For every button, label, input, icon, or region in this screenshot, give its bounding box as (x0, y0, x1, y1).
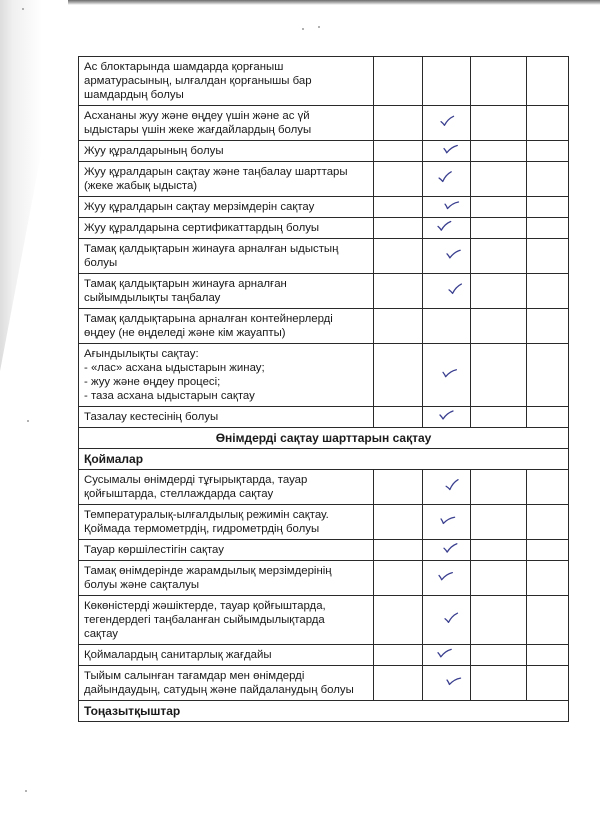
scan-speck (25, 790, 27, 792)
checkmark-icon (438, 114, 455, 128)
mark-cell-1[interactable] (374, 540, 423, 561)
mark-cell-3[interactable] (471, 666, 527, 701)
checkmark-icon (435, 219, 452, 232)
checklist-row (79, 645, 569, 666)
checkmark-icon (438, 409, 454, 421)
section-header-row (79, 428, 569, 449)
mark-cell-1[interactable] (374, 645, 423, 666)
mark-cell-4[interactable] (527, 309, 569, 344)
mark-cell-3[interactable] (471, 162, 527, 197)
mark-cell-4[interactable] (527, 197, 569, 218)
checkmark-icon (442, 198, 460, 212)
mark-cell-1[interactable] (374, 218, 423, 239)
criterion-text: Көкөністерді жәшіктерде, тауар қойғыштарда, тегендердегі таңбаланған сыйымдылықтарда сақтау (79, 596, 374, 645)
mark-cell-4[interactable] (527, 141, 569, 162)
criterion-text: Тамақ өнімдерінде жарамдылық мерзімдерінің болуы және сақталуы (79, 561, 374, 596)
subsection-title: Тоңазытқыштар (79, 701, 569, 722)
mark-cell-3[interactable] (471, 309, 527, 344)
subsection-title: Қоймалар (79, 449, 569, 470)
checkmark-icon (441, 542, 457, 555)
mark-cell-1[interactable] (374, 666, 423, 701)
mark-cell-2[interactable] (423, 197, 471, 218)
criterion-text: Тамақ қалдықтарын жинауға арналған сыйымдылықты таңбалау (79, 274, 374, 309)
scan-speck (22, 8, 24, 10)
scan-speck (27, 420, 29, 422)
mark-cell-4[interactable] (527, 239, 569, 274)
mark-cell-4[interactable] (527, 561, 569, 596)
mark-cell-3[interactable] (471, 645, 527, 666)
mark-cell-2[interactable] (423, 274, 471, 309)
mark-cell-4[interactable] (527, 344, 569, 407)
mark-cell-1[interactable] (374, 561, 423, 596)
mark-cell-3[interactable] (471, 561, 527, 596)
checkmark-icon (444, 248, 460, 261)
mark-cell-3[interactable] (471, 239, 527, 274)
scan-speck (302, 28, 304, 30)
checkmark-icon (444, 674, 462, 688)
checklist-row (79, 407, 569, 428)
mark-cell-2[interactable] (423, 505, 471, 540)
mark-cell-2[interactable] (423, 344, 471, 407)
checkmark-icon (442, 611, 459, 625)
section-title: Өнімдерді сақтау шарттарын сақтау (79, 428, 569, 449)
mark-cell-2[interactable] (423, 218, 471, 239)
mark-cell-4[interactable] (527, 57, 569, 106)
criterion-text: Ас блоктарында шамдарда қорғаныш арматурасының, ылғалдан қорғанышы бар шамдардың болуы (79, 57, 374, 106)
mark-cell-3[interactable] (471, 407, 527, 428)
criterion-text: Тазалау кестесінің болуы (79, 407, 374, 428)
mark-cell-2[interactable] (423, 645, 471, 666)
checklist-row (79, 239, 569, 274)
checklist-row (79, 505, 569, 540)
criterion-text: Температуралық-ылғалдылық режимін сақтау. Қоймада термометрдің, гидрометрдің болуы (79, 505, 374, 540)
checkmark-icon (436, 170, 454, 185)
checklist-row (79, 106, 569, 141)
mark-cell-1[interactable] (374, 309, 423, 344)
mark-cell-1[interactable] (374, 197, 423, 218)
checklist-row (79, 162, 569, 197)
checkmark-icon (446, 282, 464, 296)
criterion-text: Жуу құралдарын сақтау мерзімдерін сақтау (79, 197, 374, 218)
mark-cell-4[interactable] (527, 505, 569, 540)
mark-cell-1[interactable] (374, 57, 423, 106)
mark-cell-2[interactable] (423, 141, 471, 162)
mark-cell-3[interactable] (471, 344, 527, 407)
mark-cell-4[interactable] (527, 106, 569, 141)
criterion-text: Тамақ қалдықтарына арналған контейнерлерді өңдеу (не өңделеді және кім жауапты) (79, 309, 374, 344)
mark-cell-1[interactable] (374, 106, 423, 141)
checklist-row (79, 344, 569, 407)
mark-cell-4[interactable] (527, 666, 569, 701)
mark-cell-4[interactable] (527, 162, 569, 197)
checkmark-icon (438, 513, 456, 528)
checklist-row (79, 57, 569, 106)
mark-cell-1[interactable] (374, 141, 423, 162)
subsection-header-row (79, 449, 569, 470)
scan-shadow (0, 0, 70, 825)
mark-cell-4[interactable] (527, 407, 569, 428)
mark-cell-1[interactable] (374, 162, 423, 197)
criterion-text: Ағындылықты сақтау: - «лас» асхана ыдыстарын жинау; - жуу және өңдеу процесі; - таза асхана ыдыстарын сақтау (79, 344, 374, 407)
checklist-body (79, 57, 569, 722)
mark-cell-2[interactable] (423, 666, 471, 701)
criterion-text: Тыйым салынған тағамдар мен өнімдерді дайындаудың, сатудың және пайдаланудың болуы (79, 666, 374, 701)
checkmark-icon (436, 569, 453, 582)
checkmark-icon (440, 366, 457, 380)
mark-cell-4[interactable] (527, 274, 569, 309)
mark-cell-3[interactable] (471, 540, 527, 561)
mark-cell-1[interactable] (374, 239, 423, 274)
mark-cell-2[interactable] (423, 540, 471, 561)
checklist-row (79, 470, 569, 505)
checklist-row (79, 596, 569, 645)
criterion-text: Тамақ қалдықтарын жинауға арналған ыдыстың болуы (79, 239, 374, 274)
criterion-text: Сусымалы өнімдерді тұғырықтарда, тауар қойғыштарда, стеллаждарда сақтау (79, 470, 374, 505)
mark-cell-1[interactable] (374, 505, 423, 540)
mark-cell-2[interactable] (423, 57, 471, 106)
checkmark-icon (441, 142, 458, 155)
mark-cell-3[interactable] (471, 106, 527, 141)
mark-cell-2[interactable] (423, 239, 471, 274)
subsection-header-row (79, 701, 569, 722)
inspection-checklist-table (78, 56, 569, 722)
checkmark-icon (442, 477, 460, 492)
criterion-text: Тауар көршілестігін сақтау (79, 540, 374, 561)
mark-cell-1[interactable] (374, 470, 423, 505)
checklist-row (79, 218, 569, 239)
mark-cell-1[interactable] (374, 596, 423, 645)
criterion-text: Жуу құралдарына сертификаттардың болуы (79, 218, 374, 239)
checklist-row (79, 309, 569, 344)
mark-cell-4[interactable] (527, 540, 569, 561)
mark-cell-4[interactable] (527, 470, 569, 505)
checklist-row (79, 274, 569, 309)
mark-cell-3[interactable] (471, 197, 527, 218)
mark-cell-3[interactable] (471, 141, 527, 162)
scan-edge (68, 0, 600, 5)
mark-cell-2[interactable] (423, 309, 471, 344)
scan-speck (318, 26, 320, 28)
criterion-text: Жуу құралдарын сақтау және таңбалау шарттары (жеке жабық ыдыста) (79, 162, 374, 197)
mark-cell-3[interactable] (471, 596, 527, 645)
mark-cell-3[interactable] (471, 57, 527, 106)
checklist-row (79, 197, 569, 218)
criterion-text: Жуу құралдарының болуы (79, 141, 374, 162)
mark-cell-3[interactable] (471, 470, 527, 505)
mark-cell-1[interactable] (374, 344, 423, 407)
mark-cell-4[interactable] (527, 645, 569, 666)
mark-cell-2[interactable] (423, 407, 471, 428)
mark-cell-1[interactable] (374, 274, 423, 309)
mark-cell-3[interactable] (471, 274, 527, 309)
mark-cell-4[interactable] (527, 218, 569, 239)
mark-cell-2[interactable] (423, 106, 471, 141)
checklist-row (79, 561, 569, 596)
criterion-text: Асхананы жуу және өңдеу үшін және ас үй ыдыстары үшін жеке жағдайлардың болуы (79, 106, 374, 141)
mark-cell-2[interactable] (423, 561, 471, 596)
mark-cell-2[interactable] (423, 596, 471, 645)
mark-cell-4[interactable] (527, 596, 569, 645)
mark-cell-2[interactable] (423, 470, 471, 505)
checklist-row (79, 141, 569, 162)
checklist-row (79, 540, 569, 561)
mark-cell-3[interactable] (471, 218, 527, 239)
checkmark-icon (435, 647, 452, 660)
mark-cell-3[interactable] (471, 505, 527, 540)
criterion-text: Қоймалардың санитарлық жағдайы (79, 645, 374, 666)
checklist-row (79, 666, 569, 701)
mark-cell-2[interactable] (423, 162, 471, 197)
mark-cell-1[interactable] (374, 407, 423, 428)
